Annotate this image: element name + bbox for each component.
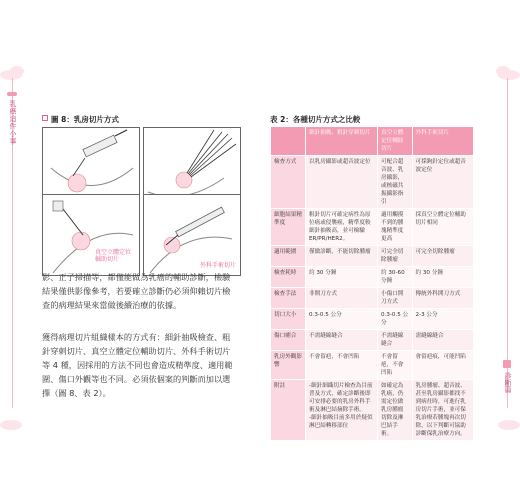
table-cell: 不會留疤，不會凹陷 <box>378 351 413 380</box>
comparison-table <box>270 126 474 441</box>
row-header-cell: 細胞結果精準度 <box>271 209 306 246</box>
section-label: 診斷篇 <box>504 372 512 393</box>
table-cell: 2-3 公分 <box>412 309 474 330</box>
table-cell: 如確定為乳癌，仍需定位做乳房腫瘤切除及淋巴結手術。 <box>378 380 413 441</box>
body-paragraph-2: 獲得病理切片組織樣本的方式有：細針抽吸檢查、粗針穿刺切片、真空立體定位輔助切片、外科手術切片等 4 種，因採用的方法不同也會造成精準度、適用範圍、傷口外觀等也不同。必須依個案的判斷而加以選擇（圖 8、表 2）。 <box>42 332 233 398</box>
cloud-decoration-left <box>10 66 24 76</box>
figure-label: 真空立體定位輔助切片 <box>95 249 132 263</box>
cloud-decoration-bottom <box>0 420 22 430</box>
table-row <box>271 351 474 380</box>
table-cell: 以乳房攝影或超音波定位 <box>306 156 378 209</box>
book-title: 乳癌這件小事 <box>9 100 17 145</box>
right-margin-line <box>507 78 508 408</box>
table-cell: 僅做診斷，不能切除腫瘤 <box>306 246 378 267</box>
cloud-decoration-right <box>496 66 510 76</box>
table-header-cell: 外科手術切片 <box>412 127 474 156</box>
table-cell: 可完全切除腫瘤 <box>378 246 413 267</box>
figure-panel-surgical <box>143 194 241 276</box>
table-cell: 乳房腫瘤、超音波、甚至乳房攝影都找不到病灶時，可進行乳房切片手術，並可保乳治療若腫塊再次切除，以下判斷可協助診斷保乳治療方向。 <box>412 380 474 441</box>
table-cell: 約 30 分鐘 <box>306 267 378 288</box>
vacuum-biopsy-illustration <box>43 195 139 275</box>
table-row <box>271 246 474 267</box>
figure-panel-vacuum <box>42 194 140 276</box>
figure-caption-text: 圖 8：乳房切片方式 <box>51 115 119 124</box>
table-cell: 採真空立體定位輔助切片相同 <box>412 209 474 246</box>
table-cell: 0.3-0.5 公分 <box>378 309 413 330</box>
table-cell: 不會留疤，不會凹陷 <box>306 351 378 380</box>
table-cell: 適用觸摸不到的腫塊精準度更高 <box>378 209 413 246</box>
table-cell: 需縫線縫合 <box>412 330 474 351</box>
row-header-cell: 檢查耗時 <box>271 267 306 288</box>
table-row <box>271 309 474 330</box>
cloud-decoration-bottom <box>498 420 520 430</box>
row-header-cell: 適用範圍 <box>271 246 306 267</box>
left-margin-marker <box>7 92 17 96</box>
table-cell: 會留疤痕，可能凹陷 <box>412 351 474 380</box>
table-cell: 小傷口開刀方式 <box>378 288 413 309</box>
row-header-cell: 檢查手法 <box>271 288 306 309</box>
table-cell: 可完全切除腫瘤 <box>412 246 474 267</box>
table-cell: 可採鉤針定位或超音波定位 <box>412 156 474 209</box>
table-caption: 表 2：各種切片方式之比較 <box>270 115 361 124</box>
row-header-cell: 切口大小 <box>271 309 306 330</box>
figure-caption <box>42 114 119 125</box>
table-cell: 非開刀方式 <box>306 288 378 309</box>
table-header-cell: 真空立體定位輔助切片 <box>378 127 413 156</box>
section-tab-marker <box>503 360 511 368</box>
table-row <box>271 330 474 351</box>
table-header-cell <box>271 127 306 156</box>
table-cell: 不需縫線縫合 <box>306 330 378 351</box>
figure-label: 外科手術切片 <box>199 262 236 269</box>
table-row <box>271 156 474 209</box>
row-header-cell: 附註 <box>271 380 306 441</box>
row-header-cell: 乳房外觀影響 <box>271 351 306 380</box>
table-cell: 0.3-0.5 公分 <box>306 309 378 330</box>
body-paragraph-1: 影、正子掃描等，都僅能做為乳癌的輔助診斷，檢驗結果僅供影像參考，若要確立診斷仍必須仰賴切片檢查的病理結果來當做後續治療的依據。 <box>42 272 231 310</box>
table-cell: 可配合超音波、乳房攝影，或核磁共振攝影指引 <box>378 156 413 209</box>
table-cell: -細針細織切片檢查為目前普及方式，確定診斷後即可安排必要的乳房外科手術及淋巴結摘除手術。 -細針抽吸目前多用於疑似淋巴結轉移部位 <box>306 380 378 441</box>
table-header-cell: 細針抽吸、粗針穿刺切片 <box>306 127 378 156</box>
row-header-cell: 檢查方式 <box>271 156 306 209</box>
table-row <box>271 380 474 441</box>
table-cell: 約 30-60 分鐘 <box>378 267 413 288</box>
table-cell: 不需縫線縫合 <box>378 330 413 351</box>
table-cell: 傳統外科開刀方式 <box>412 288 474 309</box>
table-row <box>271 288 474 309</box>
caption-marker <box>42 115 48 121</box>
table-row <box>271 209 474 246</box>
table-row <box>271 267 474 288</box>
table-header-row <box>271 127 474 156</box>
table-cell: 粗針切片可確定病性為原位癌或侵襲癌，精準度較細針抽吸高，並可檢驗ER/PR/HER2。 <box>306 209 378 246</box>
table-cell: 約 30 分鐘 <box>412 267 474 288</box>
row-header-cell: 傷口癒合 <box>271 330 306 351</box>
